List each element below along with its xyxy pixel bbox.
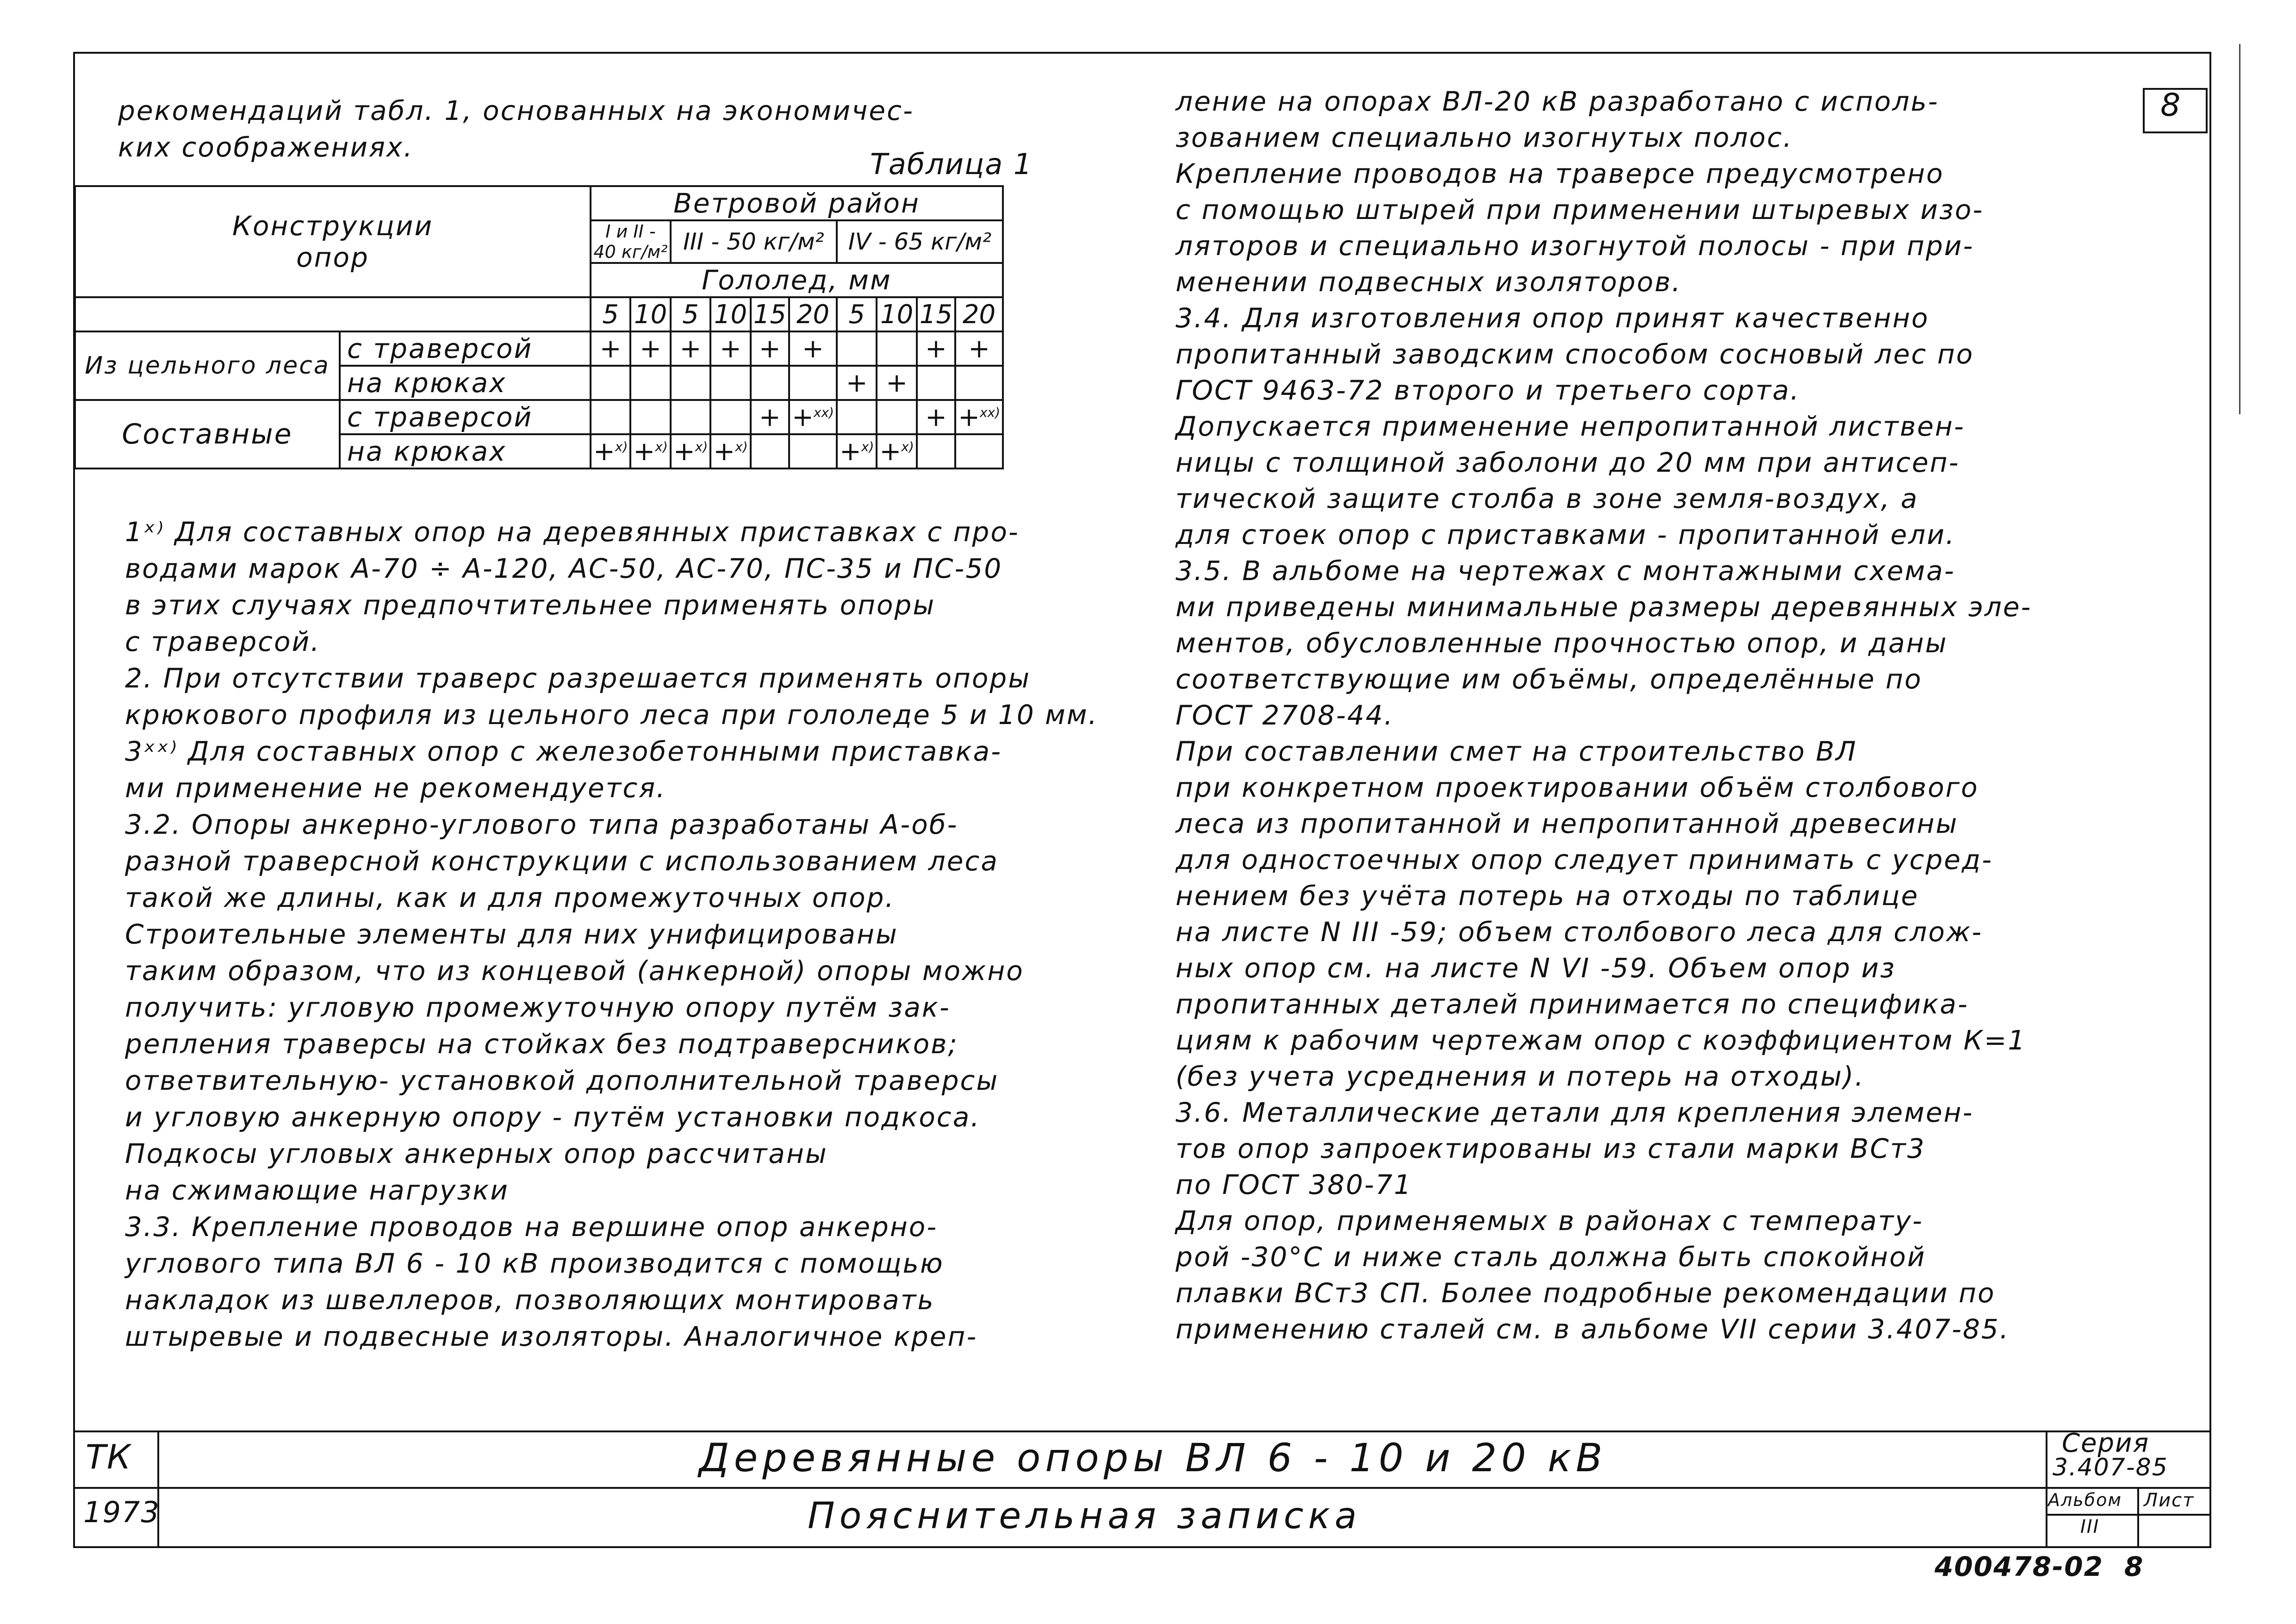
text-line: нением без учёта потерь на отходы по таблице (1176, 880, 1919, 912)
cell-value: + (886, 368, 908, 398)
cell-value: + (720, 333, 741, 364)
table-cell (837, 331, 877, 366)
text-line: репления траверсы на стойках без подтраверсников; (125, 1028, 958, 1060)
text-line: на сжимающие нагрузки (125, 1174, 509, 1206)
row-type: на крюках (340, 434, 591, 468)
table-cell (789, 400, 837, 434)
album-value: III (2080, 1516, 2100, 1537)
cell-mark: x) (861, 438, 874, 454)
cell-value: + (925, 333, 947, 364)
table-cell (837, 434, 877, 468)
title-block-album-line (2046, 1514, 2209, 1516)
cell-value: + (968, 333, 990, 364)
text-line: для стоек опор с приставками - пропитанной ели. (1176, 519, 1956, 550)
text-line: применению сталей см. в альбоме VII серии 3.407-85. (1176, 1313, 2010, 1345)
table-cell (789, 331, 837, 366)
right-column-text (1176, 83, 2138, 1347)
text-line: леса из пропитанной и непропитанной древесины (1176, 808, 1959, 839)
cell-value: + (791, 402, 814, 432)
wind-district-header: Ветровой район (591, 186, 1003, 220)
text-line: штыревые и подвесные изоляторы. Аналогичное креп- (125, 1321, 978, 1352)
cell-value: + (713, 436, 735, 467)
text-line: менении подвесных изоляторов. (1176, 266, 1682, 298)
icing-value: 10 (710, 297, 750, 331)
row-type: на крюках (340, 366, 591, 400)
text-line: и угловую анкерную опору - путём установки подкоса. (125, 1101, 981, 1133)
cell-value: + (925, 402, 947, 432)
text-line: накладок из швеллеров, позволяющих монтировать (125, 1284, 935, 1316)
sheet-label: Лист (2144, 1490, 2195, 1511)
wind-district-table (74, 185, 1004, 469)
text-line: для одностоечных опор следует принимать с усред- (1176, 844, 1993, 875)
icing-value: 10 (877, 297, 916, 331)
construction-header (75, 186, 591, 297)
text-line: 3.2. Опоры анкерно-углового типа разработаны А-об- (125, 809, 958, 840)
cell-mark: x) (615, 438, 628, 454)
icing-value: 10 (630, 297, 670, 331)
text-line: ГОСТ 9463-72 второго и третьего сорта. (1176, 375, 1800, 406)
table-cell (671, 400, 710, 434)
text-line: 3.4. Для изготовления опор принят качественно (1176, 302, 1929, 334)
cell-value: + (759, 333, 781, 364)
table-cell (955, 434, 1003, 468)
text-line: пропитанных деталей принимается по специфика- (1176, 988, 1969, 1020)
text-line: При составлении смет на строительство ВЛ (1176, 736, 1857, 767)
table-cell (955, 400, 1003, 434)
left-column-text (125, 514, 1166, 1355)
text-line: получить: угловую промежуточную опору путём зак- (125, 992, 951, 1023)
text-line: 3.3. Крепление проводов на вершине опор анкерно- (125, 1211, 938, 1243)
cell-value: + (673, 436, 695, 467)
table-cell (877, 400, 916, 434)
text-line: тической защите столба в зоне земля-воздух, а (1176, 483, 1919, 514)
construction-header-line: опор (296, 242, 369, 273)
icing-header: Гололед, мм (591, 263, 1003, 297)
album-label: Альбом (2048, 1490, 2122, 1510)
table-cell (917, 400, 955, 434)
text-line: с помощью штырей при применении штыревых изо- (1176, 194, 1984, 225)
icing-value: 5 (837, 297, 877, 331)
text-line: ление на опорах ВЛ-20 кВ разработано с исполь- (1176, 86, 1939, 117)
table-cell (710, 366, 750, 400)
icing-value: 5 (591, 297, 630, 331)
text-line: на листе N III -59; объем столбового леса для слож- (1176, 916, 1983, 948)
wind-group-header: IV - 65 кг/м² (837, 220, 1003, 263)
table-cell (591, 434, 630, 468)
title-block-mid-line (73, 1487, 2209, 1489)
text-line: такой же длины, как и для промежуточных опор. (125, 882, 895, 913)
text-line: плавки ВСт3 СП. Более подробные рекомендации по (1176, 1277, 1996, 1309)
text-line: ментов, обусловленные прочностью опор, и даны (1176, 627, 1948, 659)
row-type: с траверсой (340, 400, 591, 434)
table-cell (751, 400, 789, 434)
document-title: Деревянные опоры ВЛ 6 - 10 и 20 кВ (699, 1435, 1607, 1480)
row-group: Из цельного леса (75, 331, 340, 400)
footer-code: 400478-02 (1935, 1551, 2103, 1582)
org-code: ТК (86, 1437, 132, 1476)
row-group: Составные (75, 400, 340, 468)
table-cell (955, 331, 1003, 366)
icing-value: 20 (955, 297, 1003, 331)
text-line: ми применение не рекомендуется. (125, 772, 666, 804)
text-line: Для опор, применяемых в районах с температу- (1176, 1205, 1923, 1237)
table-cell (877, 331, 916, 366)
text-line: пропитанный заводским способом сосновый лес по (1176, 338, 1974, 370)
table-cell (591, 366, 630, 400)
text-line: Подкосы угловых анкерных опор рассчитаны (125, 1138, 828, 1169)
icing-value: 15 (751, 297, 789, 331)
table-cell (917, 331, 955, 366)
table-cell (671, 331, 710, 366)
page-number: 8 (2160, 87, 2182, 124)
table-cell (837, 400, 877, 434)
year: 1973 (83, 1495, 160, 1529)
text-line: ляторов и специально изогнутой полосы - при при- (1176, 230, 1974, 262)
table-cell (789, 366, 837, 400)
icing-value: 15 (917, 297, 955, 331)
cell-value: + (593, 436, 615, 467)
table-cell (837, 366, 877, 400)
table-cell (710, 400, 750, 434)
text-line: 1ˣ⁾ Для составных опор на деревянных приставках с про- (125, 516, 1020, 548)
intro-line: ких соображениях. (118, 131, 414, 163)
cell-value: + (879, 436, 902, 467)
title-block-top-line (73, 1430, 2209, 1432)
text-line: таким образом, что из концевой (анкерной) опоры можно (125, 955, 1024, 987)
wind-group-header: III - 50 кг/м² (671, 220, 837, 263)
row-type: с траверсой (340, 331, 591, 366)
series-value: 3.407-85 (2053, 1454, 2168, 1481)
text-line: зованием специально изогнутых полос. (1176, 122, 1793, 153)
table-cell (671, 434, 710, 468)
scan-edge-line (2239, 44, 2240, 414)
text-line: 3.6. Металлические детали для крепления элемен- (1176, 1097, 1974, 1128)
cell-value: + (958, 402, 980, 432)
text-line: тов опор запроектированы из стали марки ВСт3 (1176, 1133, 1926, 1164)
text-line: 2. При отсутствии траверс разрешается применять опоры (125, 662, 1031, 694)
icing-value: 5 (671, 297, 710, 331)
text-line: водами марок А-70 ÷ А-120, АС-50, АС-70, ПС-35 и ПС-50 (125, 553, 1003, 584)
text-line: Допускается применение непропитанной листвен- (1176, 411, 1965, 442)
cell-value: + (640, 333, 662, 364)
cell-mark: x) (901, 438, 914, 454)
text-line: циям к рабочим чертежам опор с коэффициентом К=1 (1176, 1024, 2027, 1056)
table-cell (877, 366, 916, 400)
table-cell (630, 434, 670, 468)
table-cell (751, 331, 789, 366)
text-line: соответствующие им объёмы, определённые по (1176, 663, 1923, 695)
text-line: ответвительную- установкой дополнительной траверсы (125, 1065, 999, 1096)
title-block-divider (2046, 1430, 2047, 1546)
cell-value: + (846, 368, 868, 398)
table-cell (955, 366, 1003, 400)
table-cell (917, 434, 955, 468)
text-line: Строительные элементы для них унифицированы (125, 918, 898, 950)
table-cell (630, 366, 670, 400)
wind-group-header: I и II - 40 кг/м² (591, 220, 671, 263)
text-line: (без учета усреднения и потерь на отходы). (1176, 1061, 1865, 1092)
table-caption: Таблица 1 (870, 147, 1033, 181)
table-cell (630, 400, 670, 434)
cell-value: + (802, 333, 824, 364)
intro-line: рекомендаций табл. 1, основанных на экономичес- (118, 95, 914, 126)
table-cell (630, 331, 670, 366)
construction-header-line: Конструкции (232, 210, 434, 242)
table-row (75, 331, 1003, 366)
table-cell (917, 366, 955, 400)
cell-mark: x) (735, 438, 748, 454)
cell-value: + (679, 333, 702, 364)
cell-value: + (633, 436, 655, 467)
icing-value: 20 (789, 297, 837, 331)
table-cell (789, 434, 837, 468)
text-line: ницы с толщиной заболони до 20 мм при антисеп- (1176, 447, 1960, 478)
table-cell (671, 366, 710, 400)
table-cell (710, 331, 750, 366)
cell-mark: xx) (979, 404, 1001, 420)
text-line: рой -30°С и ниже сталь должна быть спокойной (1176, 1241, 1926, 1273)
cell-mark: x) (655, 438, 668, 454)
text-line: ми приведены минимальные размеры деревянных эле- (1176, 591, 2032, 623)
text-line: по ГОСТ 380-71 (1176, 1169, 1412, 1200)
table-cell (710, 434, 750, 468)
text-line: с траверсой. (125, 626, 321, 657)
text-line: ных опор см. на листе N VI -59. Объем опор из (1176, 952, 1896, 984)
text-line: при конкретном проектировании объём столбового (1176, 772, 1979, 803)
cell-mark: x) (695, 438, 708, 454)
series-label: Серия (2062, 1428, 2150, 1458)
table-cell (751, 434, 789, 468)
text-line: 3.5. В альбоме на чертежах с монтажными схема- (1176, 555, 1955, 587)
title-block-divider (2137, 1487, 2139, 1546)
footer-page: 8 (2124, 1551, 2144, 1582)
table-cell (591, 400, 630, 434)
text-line: 3ˣˣ⁾ Для составных опор с железобетонными приставка- (125, 736, 1002, 767)
text-line: углового типа ВЛ 6 - 10 кВ производится с помощью (125, 1248, 944, 1279)
text-line: крюкового профиля из цельного леса при гололеде 5 и 10 мм. (125, 699, 1098, 731)
icing-values-row (75, 297, 1003, 331)
table-cell (877, 434, 916, 468)
table-cell (751, 366, 789, 400)
text-line: ГОСТ 2708-44. (1176, 700, 1394, 731)
cell-value: + (839, 436, 861, 467)
table-cell (591, 331, 630, 366)
table-row (75, 400, 1003, 434)
text-line: Крепление проводов на траверсе предусмотрено (1176, 158, 1944, 189)
cell-value: + (599, 333, 622, 364)
text-line: в этих случаях предпочтительнее применять опоры (125, 589, 936, 621)
text-line: разной траверсной конструкции с использованием леса (125, 845, 999, 877)
cell-mark: xx) (813, 404, 834, 420)
document-subtitle: Пояснительная записка (808, 1495, 1362, 1537)
table-spacer (75, 297, 591, 331)
cell-value: + (759, 402, 781, 432)
